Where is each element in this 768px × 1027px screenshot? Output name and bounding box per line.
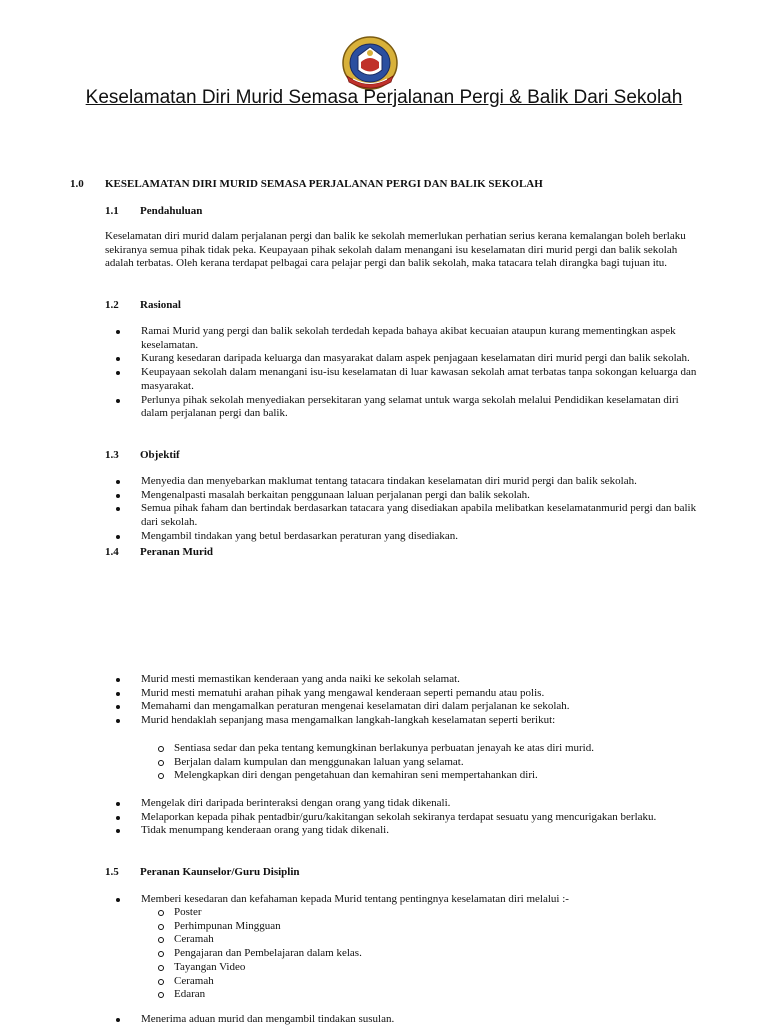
- sub-list-item: Ceramah: [157, 933, 697, 947]
- school-crest-icon: [339, 32, 401, 94]
- section-1-5-list-2: [108, 1013, 698, 1027]
- section-1-1-title: Pendahuluan: [140, 205, 203, 217]
- section-1-4-sublist: [157, 742, 697, 783]
- list-item: Mengenalpasti masalah berkaitan penggunaan laluan perjalanan pergi dan balik sekolah.: [108, 489, 698, 503]
- sub-list-item: Ceramah: [157, 975, 697, 989]
- list-item: Tidak menumpang kenderaan orang yang tidak dikenali.: [108, 824, 698, 838]
- list-item: Perlunya pihak sekolah menyediakan persekitaran yang selamat untuk warga sekolah melalui Pendidikan keselamatan diri dalam perjalanan pergi dan balik.: [108, 394, 698, 421]
- list-item: Murid mesti memastikan kenderaan yang anda naiki ke sekolah selamat.: [108, 673, 698, 687]
- list-item: Kurang kesedaran daripada keluarga dan masyarakat dalam aspek penjagaan keselamatan diri murid pergi dan balik sekolah.: [108, 352, 698, 366]
- section-1-2-title: Rasional: [140, 299, 181, 311]
- sub-list-item: Perhimpunan Mingguan: [157, 920, 697, 934]
- section-1-1-number: 1.1: [105, 205, 119, 217]
- page-title: Keselamatan Diri Murid Semasa Perjalanan Pergi & Balik Dari Sekolah: [85, 87, 683, 108]
- section-1-4-number: 1.4: [105, 546, 119, 558]
- section-1-0-number: 1.0: [70, 178, 84, 190]
- list-item: Menerima aduan murid dan mengambil tindakan susulan.: [108, 1013, 698, 1027]
- section-1-4-list: [108, 673, 698, 728]
- sub-list-item: Edaran: [157, 988, 697, 1002]
- section-1-4-list-2: [108, 797, 698, 838]
- list-item: Murid mesti mematuhi arahan pihak yang mengawal kenderaan seperti pemandu atau polis.: [108, 687, 698, 701]
- list-item: Mengambil tindakan yang betul berdasarkan peraturan yang disediakan.: [108, 530, 698, 544]
- section-1-3-list: [108, 475, 698, 544]
- section-1-5-list: [108, 893, 698, 907]
- list-item: Semua pihak faham dan bertindak berdasarkan tatacara yang disediakan apabila melibatkan keselamatanmurid pergi dan balik dari sekolah.: [108, 502, 698, 529]
- section-1-4-title: Peranan Murid: [140, 546, 214, 558]
- section-1-3-title: Objektif: [140, 449, 180, 461]
- section-1-5-number: 1.5: [105, 866, 119, 878]
- section-1-2-list: [108, 325, 698, 421]
- list-item: Ramai Murid yang pergi dan balik sekolah terdedah kepada bahaya akibat kecuaian ataupun kurang mementingkan aspek keselamatan.: [108, 325, 698, 352]
- list-item: Mengelak diri daripada berinteraksi dengan orang yang tidak dikenali.: [108, 797, 698, 811]
- list-item: Memberi kesedaran dan kefahaman kepada Murid tentang pentingnya keselamatan diri melalui :-: [108, 893, 698, 907]
- section-1-5-title: Peranan Kaunselor/Guru Disiplin: [140, 866, 300, 878]
- sub-list-item: Pengajaran dan Pembelajaran dalam kelas.: [157, 947, 697, 961]
- sub-list-item: Melengkapkan diri dengan pengetahuan dan kemahiran seni mempertahankan diri.: [157, 769, 697, 783]
- section-1-2-number: 1.2: [105, 299, 119, 311]
- section-1-0-heading: KESELAMATAN DIRI MURID SEMASA PERJALANAN PERGI DAN BALIK SEKOLAH: [105, 178, 543, 190]
- list-item: Menyedia dan menyebarkan maklumat tentang tatacara tindakan keselamatan diri murid pergi dan balik sekolah.: [108, 475, 698, 489]
- list-item: Melaporkan kepada pihak pentadbir/guru/kakitangan sekolah sekiranya terdapat sesuatu yang mencurigakan berlaku.: [108, 811, 698, 825]
- list-item: Keupayaan sekolah dalam menangani isu-isu keselamatan di luar kawasan sekolah amat terbatas tanpa sokongan keluarga dan masyarakat.: [108, 366, 698, 393]
- section-1-3-number: 1.3: [105, 449, 119, 461]
- sub-list-item: Tayangan Video: [157, 961, 697, 975]
- list-item: Murid hendaklah sepanjang masa mengamalkan langkah-langkah keselamatan seperti berikut:: [108, 714, 698, 728]
- list-item: Memahami dan mengamalkan peraturan mengenai keselamatan diri dalam perjalanan ke sekolah.: [108, 700, 698, 714]
- section-1-5-sublist: [157, 906, 697, 1002]
- sub-list-item: Sentiasa sedar dan peka tentang kemungkinan berlakunya perbuatan jenayah ke atas diri murid.: [157, 742, 697, 756]
- sub-list-item: Berjalan dalam kumpulan dan menggunakan laluan yang selamat.: [157, 756, 697, 770]
- sub-list-item: Poster: [157, 906, 697, 920]
- section-1-1-paragraph: Keselamatan diri murid dalam perjalanan pergi dan balik ke sekolah memerlukan perhatian serius kerana kemalangan boleh berlaku sekiranya semua pihak tidak peka. Keupayaan pihak sekolah dalam menangani isu keselamatan diri murid pergi dan balik sekolah adalah terbatas. Oleh kerana terdapat pelbagai cara pelajar pergi dan balik sekolah, maka tatacara telah dirangka bagi tujuan itu.: [105, 230, 686, 270]
